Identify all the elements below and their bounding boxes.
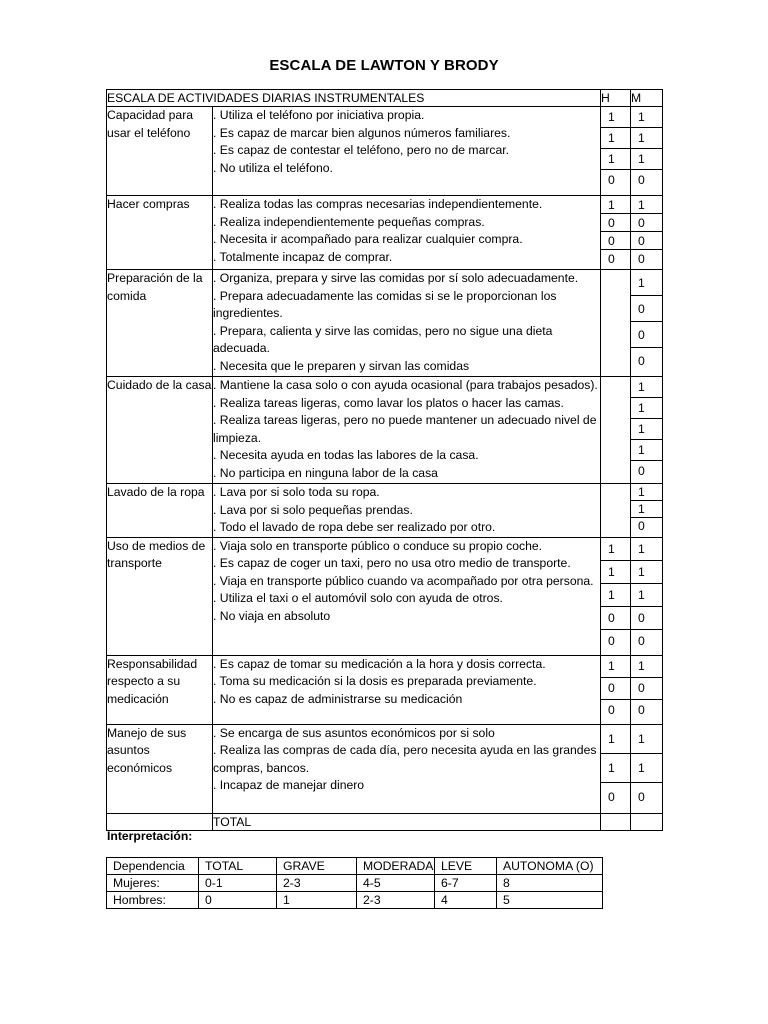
item-text: . Es capaz de contestar el teléfono, pero no de marcar. <box>213 143 510 157</box>
score-column-h <box>601 270 631 377</box>
score-value-h: 0 <box>601 232 630 250</box>
item-text: . Necesita ir acompañado para realizar cualquier compra. <box>213 232 523 246</box>
score-value-m: 1 <box>631 538 662 561</box>
score-list-m <box>631 196 662 267</box>
category-name: Lavado de la ropa <box>107 484 213 538</box>
score-value-m: 1 <box>631 107 662 128</box>
interpretation-cell: 5 <box>497 892 603 909</box>
item-text: . No es capaz de administrarse su medicación <box>213 691 463 706</box>
score-value-m: 0 <box>631 214 662 232</box>
score-column-m <box>631 196 663 270</box>
score-value-m: 1 <box>631 656 662 678</box>
interpretation-header-row <box>107 858 603 875</box>
score-row <box>601 677 630 699</box>
score-row <box>631 377 662 398</box>
category-items <box>213 537 601 655</box>
score-row <box>601 250 630 268</box>
score-value-m: 0 <box>638 251 645 266</box>
score-column-m <box>631 537 663 655</box>
item-text: . Incapaz de manejar dinero <box>213 778 365 792</box>
score-value-h: 0 <box>608 173 615 187</box>
score-value-m: 1 <box>631 196 662 214</box>
score-row <box>631 296 662 322</box>
total-label: TOTAL <box>213 813 601 830</box>
lawton-brody-scale-table <box>106 89 663 831</box>
score-row <box>631 461 662 482</box>
score-row <box>631 170 662 191</box>
score-value-h: 0 <box>601 214 630 232</box>
score-list-h <box>601 538 630 652</box>
item-text: . Se encarga de sus asuntos económicos por si solo <box>213 725 495 740</box>
item-text: . Utiliza el taxi o el automóvil solo con ayuda de otros. <box>213 591 503 605</box>
item-text: . Totalmente incapaz de comprar. <box>213 249 393 264</box>
score-column-m <box>631 724 663 813</box>
score-list-h <box>601 107 630 190</box>
item-text: . No viaja en absoluto <box>213 608 331 623</box>
score-row <box>601 538 630 561</box>
category-row <box>107 655 663 724</box>
item-text: . Necesita que le preparen y sirvan las comidas <box>213 358 470 373</box>
score-list-m <box>631 725 662 811</box>
score-row <box>631 440 662 461</box>
score-row <box>631 583 662 606</box>
score-column-h <box>601 724 631 813</box>
score-row <box>631 501 662 518</box>
score-row <box>631 753 662 782</box>
score-value-m: 1 <box>631 583 662 606</box>
item-text: . Todo el lavado de ropa debe ser realizado por otro. <box>213 520 496 534</box>
score-value-m: 0 <box>631 606 662 629</box>
category-name: Uso de medios de transporte <box>107 537 213 655</box>
score-value-m: 0 <box>638 789 645 804</box>
total-empty-cell <box>107 813 213 830</box>
score-row <box>601 128 630 149</box>
score-value-m: 1 <box>631 725 662 754</box>
score-row <box>601 170 630 191</box>
interpretation-cell: 1 <box>277 892 357 909</box>
score-row <box>601 560 630 583</box>
category-name: Manejo de sus asuntos económicos <box>107 724 213 813</box>
score-value-h: 1 <box>601 560 630 583</box>
score-value-h: 1 <box>601 107 630 128</box>
score-value-m: 1 <box>631 753 662 782</box>
item-text: . Toma su medicación si la dosis es preparada previamente. <box>213 674 537 688</box>
category-items <box>213 484 601 538</box>
interpretation-cell: 2-3 <box>277 875 357 892</box>
score-row <box>631 322 662 348</box>
item-text: . Realiza tareas ligeras, como lavar los platos o hacer las camas. <box>213 395 564 410</box>
score-row <box>601 232 630 250</box>
score-value-h: 1 <box>601 538 630 561</box>
item-text: . Prepara adecuadamente las comidas si se le proporcionan los ingredientes. <box>213 288 557 320</box>
category-name: Responsabilidad respecto a su medicación <box>107 655 213 724</box>
score-value-m: 1 <box>631 128 662 149</box>
score-column-m <box>631 655 663 724</box>
item-text: . Es capaz de marcar bien algunos números familiares. <box>213 125 511 140</box>
score-row <box>631 782 662 811</box>
item-text: . Necesita ayuda en todas las labores de la casa. <box>213 448 479 462</box>
score-row <box>631 538 662 561</box>
category-row <box>107 107 663 196</box>
interpretation-cell: 0-1 <box>199 875 277 892</box>
score-column-h <box>601 377 631 484</box>
score-value-h: 0 <box>601 606 630 629</box>
item-text: . Lava por si solo pequeñas prendas. <box>213 502 413 517</box>
score-value-m: 1 <box>631 501 662 518</box>
score-row <box>631 348 662 374</box>
score-value-m: 0 <box>631 296 662 322</box>
interpretation-cell: 0 <box>199 892 277 909</box>
interpretation-cell: Hombres: <box>107 892 199 909</box>
score-value-h: 1 <box>601 196 630 214</box>
interpretation-header-cell: MODERADA <box>357 858 435 875</box>
score-value-m: 0 <box>638 173 645 187</box>
score-value-m: 0 <box>631 322 662 348</box>
score-value-h: 0 <box>608 789 615 804</box>
score-value-h: 1 <box>601 656 630 678</box>
score-column-m <box>631 107 663 196</box>
score-value-m: 1 <box>631 560 662 583</box>
page-title: ESCALA DE LAWTON Y BRODY <box>269 57 499 74</box>
item-text: . Es capaz de tomar su medicación a la hora y dosis correcta. <box>213 656 546 671</box>
interpretation-cell: 6-7 <box>435 875 497 892</box>
score-list-m <box>631 107 662 190</box>
score-list-m <box>631 538 662 652</box>
score-row <box>631 560 662 583</box>
item-text: . Mantiene la casa solo o con ayuda ocasional (para trabajos pesados). <box>213 378 598 392</box>
interpretation-cell: 4 <box>435 892 497 909</box>
score-value-m: 0 <box>638 633 645 648</box>
score-list-m <box>631 377 662 481</box>
table-header-label: ESCALA DE ACTIVIDADES DIARIAS INSTRUMENTALES <box>107 90 601 107</box>
score-list-m <box>631 270 662 373</box>
item-text: . No utiliza el teléfono. <box>213 160 333 175</box>
score-row <box>631 484 662 501</box>
score-value-m: 0 <box>638 353 645 368</box>
item-text: . Viaja solo en transporte público o conduce su propio coche. <box>213 538 543 553</box>
score-column-m <box>631 484 663 538</box>
score-value-h: 0 <box>608 633 615 648</box>
item-text: . No participa en ninguna labor de la casa <box>213 465 438 480</box>
interpretation-label: Interpretación: <box>107 829 193 843</box>
score-row <box>631 677 662 699</box>
score-row <box>631 699 662 721</box>
category-name: Preparación de la comida <box>107 270 213 377</box>
score-value-m: 0 <box>631 232 662 250</box>
score-value-m: 1 <box>631 377 662 398</box>
score-row <box>631 107 662 128</box>
score-value-h: 0 <box>608 251 615 266</box>
score-column-h <box>601 196 631 270</box>
category-name: Cuidado de la casa <box>107 377 213 484</box>
total-m-cell <box>631 813 663 830</box>
category-row <box>107 270 663 377</box>
category-row <box>107 724 663 813</box>
category-items <box>213 270 601 377</box>
item-text: . Realiza todas las compras necesarias independientemente. <box>213 197 543 211</box>
score-value-h: 0 <box>608 703 615 717</box>
score-value-m: 1 <box>631 440 662 461</box>
score-row <box>631 214 662 232</box>
score-row <box>631 419 662 440</box>
interpretation-table <box>106 857 603 909</box>
score-column-m <box>631 377 663 484</box>
score-row <box>601 725 630 754</box>
score-value-m: 1 <box>631 419 662 440</box>
score-column-h <box>601 107 631 196</box>
item-text: . Prepara, calienta y sirve las comidas, pero no sigue una dieta adecuada. <box>213 323 553 355</box>
score-row <box>601 583 630 606</box>
category-items <box>213 655 601 724</box>
interpretation-row <box>107 875 603 892</box>
category-row <box>107 537 663 655</box>
score-value-h: 0 <box>601 677 630 699</box>
score-row <box>601 606 630 629</box>
score-value-h: 1 <box>601 583 630 606</box>
score-value-h: 1 <box>601 149 630 170</box>
item-text: . Lava por si solo toda su ropa. <box>213 485 380 499</box>
score-value-h: 1 <box>601 753 630 782</box>
interpretation-header-cell: AUTONOMA (O) <box>497 858 603 875</box>
item-text: . Organiza, prepara y sirve las comidas por sí solo adecuadamente. <box>213 271 579 285</box>
column-header-h: H <box>601 90 631 107</box>
category-items <box>213 724 601 813</box>
score-list-h <box>601 725 630 811</box>
score-row <box>631 629 662 652</box>
score-row <box>631 149 662 170</box>
score-column-m <box>631 270 663 377</box>
interpretation-cell: 2-3 <box>357 892 435 909</box>
interpretation-header-cell: GRAVE <box>277 858 357 875</box>
score-row <box>631 398 662 419</box>
table-header-row <box>107 90 663 107</box>
interpretation-cell: 8 <box>497 875 603 892</box>
total-h-cell <box>601 813 631 830</box>
score-value-m: 0 <box>638 519 645 533</box>
score-row <box>631 725 662 754</box>
score-value-h: 1 <box>601 725 630 754</box>
category-items <box>213 107 601 196</box>
score-row <box>601 699 630 721</box>
item-text: . Utiliza el teléfono por iniciativa propia. <box>213 108 425 122</box>
score-row <box>631 250 662 268</box>
score-list-m <box>631 484 662 534</box>
score-row <box>601 214 630 232</box>
category-items <box>213 377 601 484</box>
item-text: . Realiza tareas ligeras, pero no puede mantener un adecuado nivel de limpieza. <box>213 413 597 445</box>
interpretation-header-cell: Dependencia <box>107 858 199 875</box>
total-row <box>107 813 663 830</box>
interpretation-header-cell: TOTAL <box>199 858 277 875</box>
score-list-m <box>631 656 662 721</box>
score-row <box>631 196 662 214</box>
score-row <box>601 753 630 782</box>
score-row <box>631 270 662 296</box>
score-row <box>631 606 662 629</box>
score-value-m: 1 <box>631 270 662 296</box>
item-text: . Realiza independientemente pequeñas compras. <box>213 214 485 229</box>
score-value-m: 1 <box>631 398 662 419</box>
score-row <box>601 107 630 128</box>
score-column-h <box>601 655 631 724</box>
score-row <box>631 656 662 678</box>
score-row <box>601 782 630 811</box>
category-row <box>107 484 663 538</box>
score-column-h <box>601 484 631 538</box>
item-text: . Realiza las compras de cada día, pero necesita ayuda en las grandes compras, bancos. <box>213 743 597 775</box>
interpretation-row <box>107 892 603 909</box>
item-text: . Es capaz de coger un taxi, pero no usa otro medio de transporte. <box>213 556 571 570</box>
score-value-m: 1 <box>631 149 662 170</box>
score-value-m: 0 <box>638 464 645 478</box>
score-row <box>601 196 630 214</box>
interpretation-header-cell: LEVE <box>435 858 497 875</box>
score-row <box>631 128 662 149</box>
score-value-m: 0 <box>631 677 662 699</box>
column-header-m: M <box>631 90 663 107</box>
score-list-h <box>601 656 630 721</box>
score-row <box>601 629 630 652</box>
category-name: Hacer compras <box>107 196 213 270</box>
score-row <box>631 518 662 535</box>
score-list-h <box>601 196 630 267</box>
category-name: Capacidad para usar el teléfono <box>107 107 213 196</box>
score-value-m: 1 <box>631 484 662 501</box>
score-value-h: 1 <box>601 128 630 149</box>
interpretation-cell: 4-5 <box>357 875 435 892</box>
item-text: . Viaja en transporte público cuando va acompañado por otra persona. <box>213 573 594 588</box>
category-items <box>213 196 601 270</box>
score-row <box>601 149 630 170</box>
interpretation-cell: Mujeres: <box>107 875 199 892</box>
category-row <box>107 196 663 270</box>
score-column-h <box>601 537 631 655</box>
score-row <box>631 232 662 250</box>
category-row <box>107 377 663 484</box>
score-value-m: 0 <box>638 703 645 717</box>
score-row <box>601 656 630 678</box>
